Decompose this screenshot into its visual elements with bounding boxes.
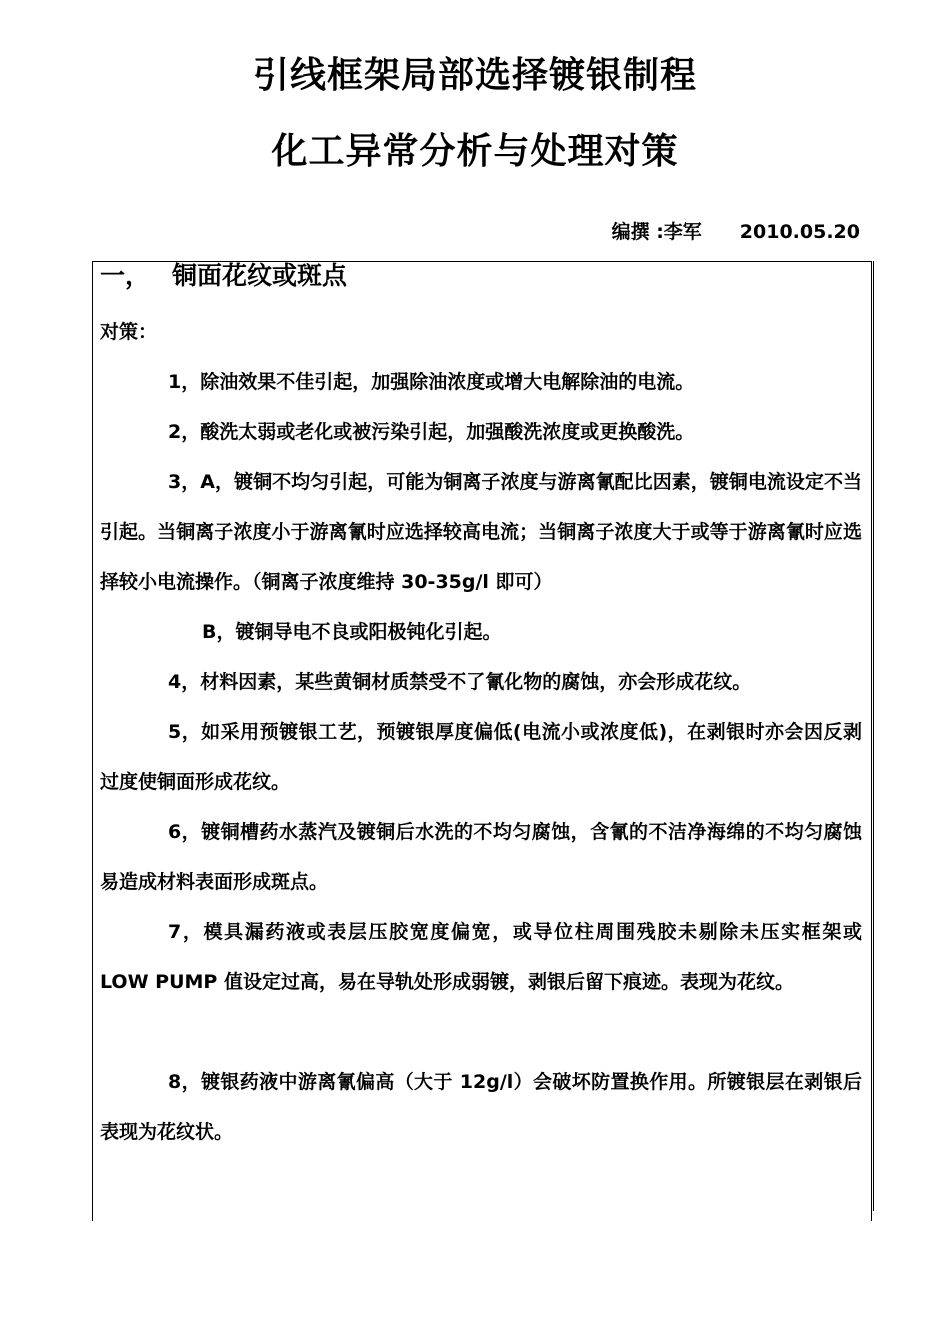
measure-item-1: 1，除油效果不佳引起，加强除油浓度或增大电解除油的电流。 <box>168 371 695 393</box>
frame-double-line <box>873 261 874 1211</box>
measure-item-5: 5，如采用预镀银工艺，预镀银厚度偏低(电流小或浓度低)，在剥银时亦会因反剥过度使铜面形成花纹。 <box>100 721 862 793</box>
document-title-line-2: 化工异常分析与处理对策 <box>271 131 679 172</box>
measure-item-3a: 3，A，镀铜不均匀引起，可能为铜离子浓度与游离氰配比因素，镀铜电流设定不当引起。当铜离子浓度小于游离氰时应选择较高电流；当铜离子浓度大于或等于游离氰时应选择较小电流操作。（铜离子浓度维持 30-35g/l 即可） <box>100 471 862 593</box>
measure-item-4: 4，材料因素，某些黄铜材质禁受不了氰化物的腐蚀，亦会形成花纹。 <box>168 671 752 693</box>
measure-item-6: 6，镀铜槽药水蒸汽及镀铜后水洗的不均匀腐蚀，含氰的不洁净海绵的不均匀腐蚀易造成材料表面形成斑点。 <box>100 821 862 893</box>
measure-item-7: 7，模具漏药液或表层压胶宽度偏宽，或导位柱周围残胶未剔除未压实框架或 LOW PUMP 值设定过高，易在导轨处形成弱镀，剥银后留下痕迹。表现为花纹。 <box>100 921 862 993</box>
section-number: 一， <box>100 261 151 290</box>
section-title: 铜面花纹或斑点 <box>172 261 348 290</box>
document-title-line-1: 引线框架局部选择镀银制程 <box>252 55 697 96</box>
section-heading <box>100 258 347 294</box>
author-date-line <box>612 218 860 246</box>
date: 2010.05.20 <box>739 221 860 243</box>
author: 编撰 :李军 <box>611 221 702 243</box>
measures-label: 对策： <box>100 321 158 343</box>
measure-item-3b: B，镀铜导电不良或阳极钝化引起。 <box>202 621 502 643</box>
measure-item-8: 8，镀银药液中游离氰偏高（大于 12g/l）会破坏防置换作用。所镀银层在剥银后表现为花纹状。 <box>100 1071 862 1143</box>
measure-item-2: 2，酸洗太弱或老化或被污染引起，加强酸洗浓度或更换酸洗。 <box>168 421 695 443</box>
